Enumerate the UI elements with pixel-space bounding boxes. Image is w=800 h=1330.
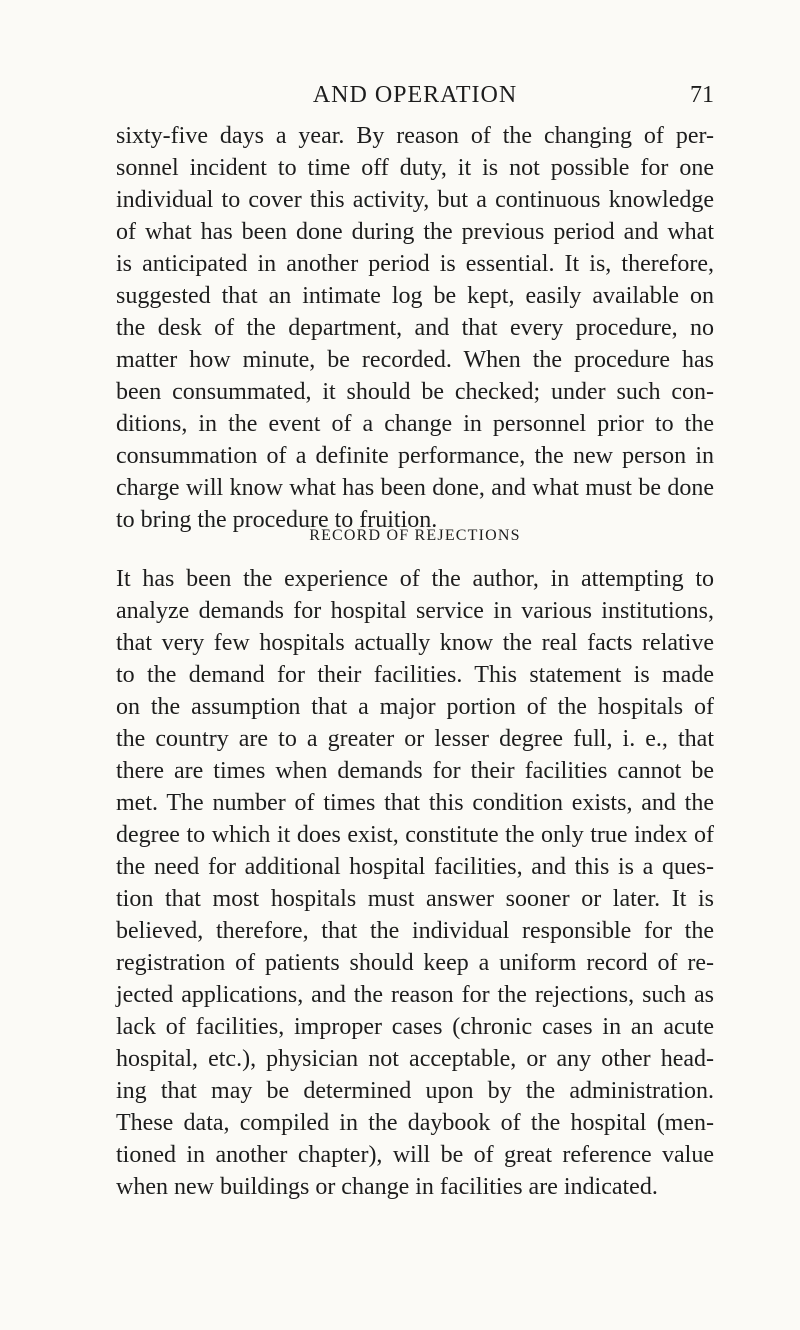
running-title: AND OPERATION [312, 82, 518, 108]
paragraph-line: tioned in another chapter), will be of great reference value [116, 1142, 714, 1168]
paragraph-1 [116, 120, 714, 536]
paragraph-line: These data, compiled in the daybook of the hospital (men- [116, 1110, 714, 1136]
paragraph-line: ing that may be determined upon by the administration. [116, 1078, 714, 1104]
paragraph-line: is anticipated in another period is essential. It is, therefore, [116, 251, 714, 277]
paragraph-line: jected applications, and the reason for the rejections, such as [116, 982, 714, 1008]
running-head [116, 78, 714, 112]
page-number: 71 [690, 82, 714, 108]
paragraph-line: met. The number of times that this condition exists, and the [116, 790, 714, 816]
paragraph-line: sonnel incident to time off duty, it is not possible for one [116, 155, 714, 181]
paragraph-line: to bring the procedure to fruition. [116, 507, 438, 533]
paragraph-line: the need for additional hospital facilities, and this is a ques- [116, 854, 714, 880]
paragraph-line: tion that most hospitals must answer sooner or later. It is [116, 886, 714, 912]
paragraph-line: the country are to a greater or lesser degree full, i. e., that [116, 726, 714, 752]
paragraph-2 [116, 563, 714, 1203]
paragraph-line: when new buildings or change in facilities are indicated. [116, 1174, 658, 1200]
paragraph-line: degree to which it does exist, constitute the only true index of [116, 822, 714, 848]
paragraph-line: sixty-five days a year. By reason of the changing of per- [116, 123, 714, 149]
paragraph-line: there are times when demands for their facilities cannot be [116, 758, 714, 784]
paragraph-line: on the assumption that a major portion of the hospitals of [116, 694, 714, 720]
paragraph-line: ditions, in the event of a change in personnel prior to the [116, 411, 714, 437]
paragraph-line: that very few hospitals actually know the real facts relative [116, 630, 714, 656]
paragraph-line: suggested that an intimate log be kept, easily available on [116, 283, 714, 309]
paragraph-line: of what has been done during the previous period and what [116, 219, 714, 245]
paragraph-line: matter how minute, be recorded. When the procedure has [116, 347, 714, 373]
paragraph-line: lack of facilities, improper cases (chronic cases in an acute [116, 1014, 714, 1040]
paragraph-line: to the demand for their facilities. This statement is made [116, 662, 714, 688]
paragraph-line: consummation of a definite performance, the new person in [116, 443, 714, 469]
paragraph-line: believed, therefore, that the individual responsible for the [116, 918, 714, 944]
paragraph-line: analyze demands for hospital service in various institutions, [116, 598, 714, 624]
paragraph-line: registration of patients should keep a uniform record of re- [116, 950, 714, 976]
paragraph-line: charge will know what has been done, and what must be done [116, 475, 714, 501]
paragraph-line: been consummated, it should be checked; under such con- [116, 379, 714, 405]
paragraph-line: individual to cover this activity, but a continuous knowledge [116, 187, 714, 213]
section-heading: RECORD OF REJECTIONS [309, 527, 521, 544]
paragraph-line: the desk of the department, and that every procedure, no [116, 315, 714, 341]
paragraph-line: hospital, etc.), physician not acceptable, or any other head- [116, 1046, 714, 1072]
paragraph-line: It has been the experience of the author, in attempting to [116, 566, 714, 592]
